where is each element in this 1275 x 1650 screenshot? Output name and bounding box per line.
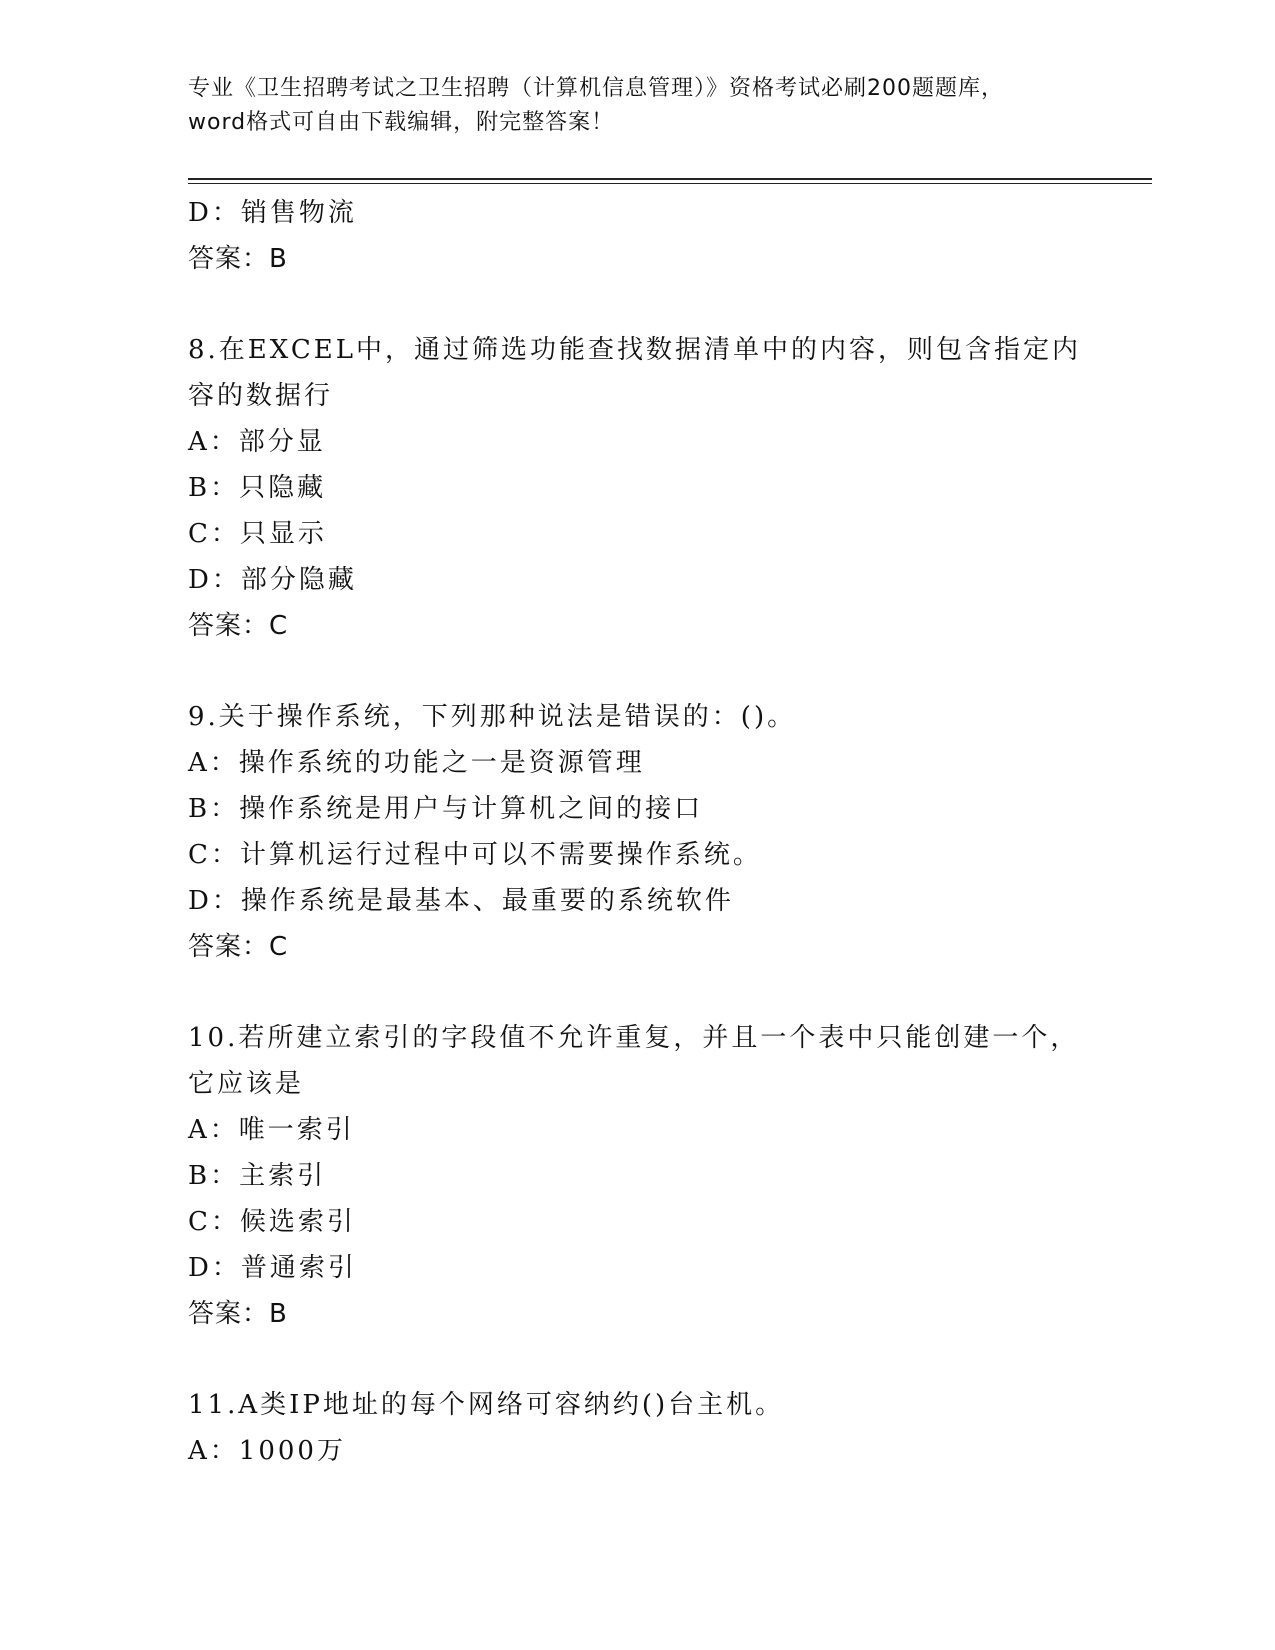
question-text-continued: 它应该是 <box>188 1069 305 1099</box>
question-text: 9.关于操作系统，下列那种说法是错误的：()。 <box>188 702 797 732</box>
option-a: A：1000万 <box>188 1436 346 1466</box>
option-a: A：部分显 <box>188 427 326 457</box>
question-text: 8.在EXCEL中，通过筛选功能查找数据清单中的内容，则包含指定内 <box>188 335 1081 365</box>
option-c: C：只显示 <box>188 519 327 549</box>
answer-label: 答案：C <box>188 932 289 962</box>
question-text: 10.若所建立索引的字段值不允许重复，并且一个表中只能创建一个， <box>188 1023 1080 1053</box>
question-text: 11.A类IP地址的每个网络可容纳约()台主机。 <box>188 1390 785 1420</box>
option-a: A：操作系统的功能之一是资源管理 <box>188 748 645 778</box>
option-d: D：操作系统是最基本、最重要的系统软件 <box>188 886 734 916</box>
question-block-7 <box>188 190 1128 282</box>
header-divider-thin <box>188 183 1152 184</box>
option-d: D：部分隐藏 <box>188 565 357 595</box>
option-b: B：主索引 <box>188 1161 327 1191</box>
question-block-11 <box>188 1382 1128 1474</box>
document-header <box>188 72 1088 140</box>
option-b: B：操作系统是用户与计算机之间的接口 <box>188 794 704 824</box>
question-list <box>188 190 1128 1474</box>
option-a: A：唯一索引 <box>188 1115 355 1145</box>
answer-label: 答案：C <box>188 611 289 641</box>
spacer <box>188 1337 1128 1382</box>
question-block-10 <box>188 1015 1128 1337</box>
header-title-line-2: word格式可自由下载编辑，附完整答案！ <box>188 110 615 135</box>
option-c: C：候选索引 <box>188 1207 356 1237</box>
spacer <box>188 282 1128 327</box>
spacer <box>188 970 1128 1015</box>
option-c: C：计算机运行过程中可以不需要操作系统。 <box>188 840 762 870</box>
option-b: B：只隐藏 <box>188 473 327 503</box>
question-block-8 <box>188 327 1128 649</box>
answer-label: 答案：B <box>188 244 288 274</box>
option-d: D：普通索引 <box>188 1253 357 1283</box>
option-d: D：销售物流 <box>188 198 357 228</box>
answer-label: 答案：B <box>188 1299 288 1329</box>
header-title-line-1: 专业《卫生招聘考试之卫生招聘（计算机信息管理）》资格考试必刷200题题库， <box>188 76 1004 101</box>
question-text-continued: 容的数据行 <box>188 381 334 411</box>
spacer <box>188 649 1128 694</box>
header-divider-thick <box>188 178 1152 180</box>
question-block-9 <box>188 694 1128 970</box>
